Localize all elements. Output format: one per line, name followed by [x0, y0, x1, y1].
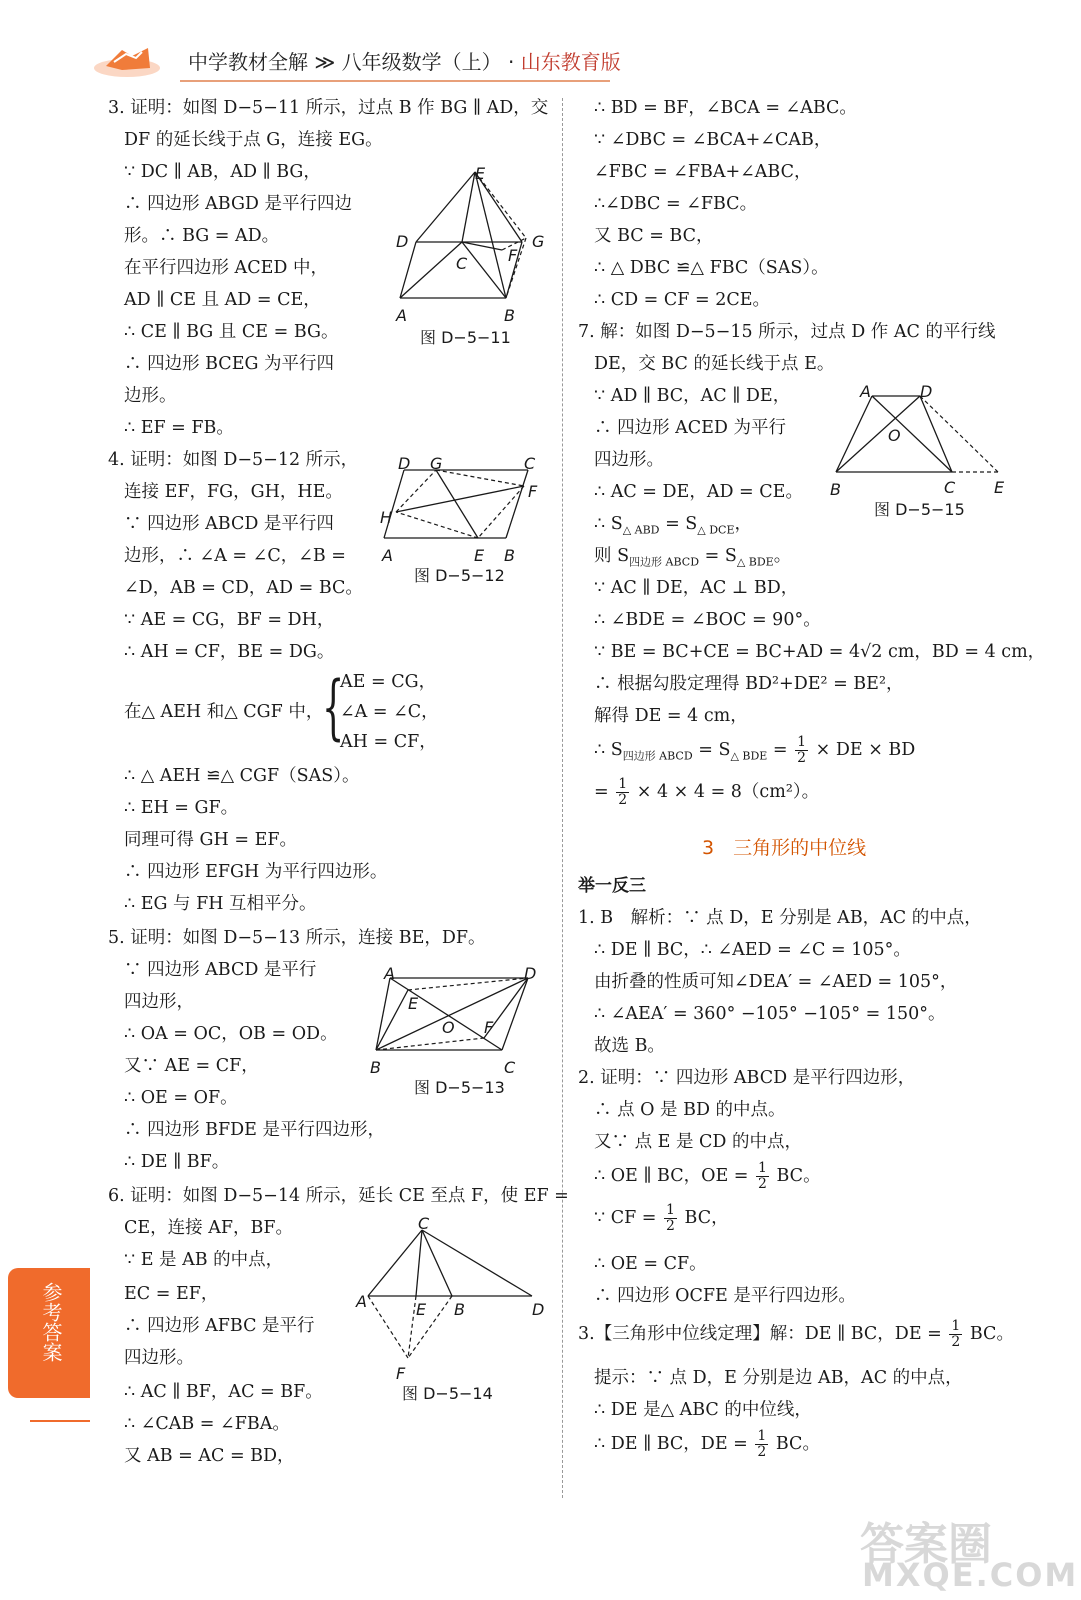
answer-key-tab: [8, 1268, 90, 1398]
text-line: ∴ 四边形 ACED 为平行: [594, 418, 787, 438]
fig-label: C: [418, 1214, 430, 1233]
text-line: ∴ OE = CF。: [594, 1254, 707, 1274]
text-line: 边形。: [124, 386, 177, 406]
oe-equation: ∴ OE ∥ BC，OE = $\frac{1}{2}$ BC。: [594, 1160, 821, 1192]
fig-label: A: [384, 964, 395, 983]
text-line: 在平行四边形 ACED 中，: [124, 258, 328, 278]
figure-caption: 图 D−5−14: [402, 1384, 493, 1403]
text-line: ∴ 四边形 EFGH 为平行四边形。: [124, 862, 388, 882]
text-line: CE，连接 AF，BF。: [124, 1218, 294, 1238]
figure-d-5-14-drawing: [356, 1218, 546, 1368]
figure-d-5-15: [828, 376, 1008, 519]
side-rule: [30, 1420, 90, 1422]
text-line: 5. 证明：如图 D−5−13 所示，连接 BE，DF。: [108, 928, 486, 948]
text-line: 提示：∵ 点 D，E 分别是边 AB，AC 的中点，: [594, 1368, 963, 1388]
fraction: $\frac{1}{2}$: [951, 1318, 961, 1350]
text-line: 在△ AEH 和△ CGF 中，: [124, 702, 324, 722]
left-brace: {: [322, 666, 345, 748]
text-line: ∴ 四边形 OCFE 是平行四边形。: [594, 1286, 856, 1306]
fig-label: A: [382, 546, 393, 565]
answer-key-label: 参考答案: [39, 1282, 63, 1362]
area-result-line: ∴ $S_{四边形 ABCD} = S_{\triangle BDE}$ = $\frac{1}{2}$ × DE × BD: [594, 734, 916, 766]
header-title: 中学教材全解 ≫ 八年级数学（上） · 山东教育版: [188, 50, 621, 74]
figure-d-5-13-drawing: [370, 964, 540, 1064]
de-equation: ∴ DE ∥ BC，DE = $\frac{1}{2}$ BC。: [594, 1428, 820, 1460]
text-line: ∴ 点 O 是 BD 的中点。: [594, 1100, 786, 1120]
text-line: ∴ 四边形 AFBC 是平行: [124, 1316, 315, 1336]
fig-label: O: [442, 1018, 455, 1037]
text-line: ∴ OE = OF。: [124, 1088, 238, 1108]
fig-label: E: [408, 994, 419, 1013]
text-line: 6. 证明：如图 D−5−14 所示，延长 CE 至点 F，使 EF =: [108, 1186, 569, 1206]
theorem-line: 3.【三角形中位线定理】解：DE ∥ BC，DE = $\frac{1}{2}$ BC。: [578, 1318, 1014, 1350]
text-line: 边形，∴ ∠A = ∠C，∠B =: [124, 546, 346, 566]
text-line: ∵ 四边形 ABCD 是平行四: [124, 514, 334, 534]
fig-label: A: [356, 1292, 367, 1311]
text-line: ∵ AC ∥ DE，AC ⊥ BD，: [594, 578, 799, 598]
fig-label: E: [994, 478, 1005, 497]
fraction: $\frac{1}{2}$: [757, 1428, 767, 1460]
text-line: 四边形，: [124, 992, 194, 1012]
text-line: ∴ BD = BF，∠BCA = ∠ABC。: [594, 98, 857, 118]
text-line: 解得 DE = 4 cm，: [594, 706, 748, 726]
text-line: 四边形。: [124, 1348, 194, 1368]
column-divider: [562, 98, 563, 1498]
fig-label: B: [830, 480, 841, 499]
text-line: ∴∠DBC = ∠FBC。: [594, 194, 758, 214]
area-equation-2: 则 $S_{四边形 ABCD} = S_{\triangle BDE}$。: [594, 546, 792, 569]
fig-label: O: [888, 426, 901, 445]
figure-caption: 图 D−5−12: [414, 566, 505, 585]
text-line: ∵ ∠DBC = ∠BCA+∠CAB，: [594, 130, 832, 150]
text-line: ∴ DE 是△ ABC 的中位线，: [594, 1400, 812, 1420]
watermark-logo: 答案圈: [860, 1519, 992, 1570]
text-line: ∴ △ DBC ≌△ FBC（SAS）。: [594, 258, 829, 278]
text-line: ∴ EH = GF。: [124, 798, 239, 818]
text-line: 1. B 解析：∵ 点 D，E 分别是 AB，AC 的中点，: [578, 908, 982, 928]
area-result-line-2: = $\frac{1}{2}$ × 4 × 4 = 8（cm²）。: [594, 776, 820, 808]
section-title: 3 三角形的中位线: [702, 837, 867, 859]
figure-d-5-12: [378, 454, 548, 585]
text-line: AD ∥ CE 且 AD = CE，: [124, 290, 321, 310]
fig-label: E: [416, 1300, 427, 1319]
text-line: EC = EF，: [124, 1284, 219, 1304]
text-line: 同理可得 GH = EF。: [124, 830, 298, 850]
figure-d-5-14: [356, 1214, 546, 1403]
text-line: ∴ AC = DE，AD = CE。: [594, 482, 803, 502]
text-line: ∵ E 是 AB 的中点，: [124, 1250, 284, 1270]
fig-label: A: [396, 306, 407, 325]
cf-equation: ∵ CF = $\frac{1}{2}$ BC，: [594, 1202, 729, 1234]
text-line: ∠D，AB = CD，AD = BC。: [124, 578, 363, 598]
figure-caption: 图 D−5−11: [420, 328, 511, 347]
fig-label: C: [524, 454, 536, 473]
text-line: 又 BC = BC，: [594, 226, 714, 246]
text-line: 形。∴ BG = AD。: [124, 226, 280, 246]
fig-label: B: [454, 1300, 465, 1319]
fig-label: B: [504, 306, 515, 325]
text-line: DE，交 BC 的延长线于点 E。: [594, 354, 835, 374]
text-line: ∴ ∠CAB = ∠FBA。: [124, 1414, 290, 1434]
text-line: 又∵ 点 E 是 CD 的中点，: [594, 1132, 803, 1152]
fig-label: C: [504, 1058, 516, 1077]
be-equation: ∵ BE = BC+CE = BC+AD = 4√2 cm，BD = 4 cm，: [594, 642, 1046, 662]
fig-label: F: [396, 1364, 406, 1383]
text-line: ∴ ∠AEA′ = 360° −105° −105° = 150°。: [594, 1004, 946, 1024]
figure-d-5-15-drawing: [828, 376, 1008, 486]
fig-label: E: [474, 546, 485, 565]
fig-label: A: [860, 382, 871, 401]
text-line: ∴ CD = CF = 2CE。: [594, 290, 771, 310]
fig-label: B: [504, 546, 515, 565]
equation-line: ∠A = ∠C，: [340, 702, 439, 722]
book-logo-icon: [92, 40, 162, 78]
text-line: ∴ DE ∥ BC，∴ ∠AED = ∠C = 105°。: [594, 940, 911, 960]
text-line: ∴ 四边形 ABGD 是平行四边: [124, 194, 353, 214]
text-line: 7. 解：如图 D−5−15 所示，过点 D 作 AC 的平行线: [578, 322, 996, 342]
fraction: $\frac{1}{2}$: [618, 776, 628, 808]
fig-label: G: [430, 454, 443, 473]
fig-label: G: [532, 232, 545, 251]
page-header: [0, 0, 1081, 90]
text-line: ∴ EG 与 FH 互相平分。: [124, 894, 317, 914]
fig-label: F: [484, 1018, 494, 1037]
text-line: 故选 B。: [594, 1036, 665, 1056]
text-line: ∴ 根据勾股定理得 BD²+DE² = BE²，: [594, 674, 904, 694]
figure-d-5-11: [390, 162, 550, 347]
text-line: ∴ DE ∥ BF。: [124, 1152, 230, 1172]
equation-line: AE = CG，: [340, 672, 437, 692]
text-line: ∵ AD ∥ BC，AC ∥ DE，: [594, 386, 791, 406]
text-line: ∴ AH = CF，BE = DG。: [124, 642, 335, 662]
figure-d-5-13: [370, 964, 540, 1097]
text-line: ∵ AE = CG，BF = DH，: [124, 610, 335, 630]
watermark-url: MXQE.COM: [862, 1556, 1079, 1594]
fig-label: H: [380, 508, 393, 527]
text-line: ∴ AC ∥ BF，AC = BF。: [124, 1382, 323, 1402]
text-line: 连接 EF，FG，GH，HE。: [124, 482, 343, 502]
figure-caption: 图 D−5−13: [414, 1078, 505, 1097]
fig-label: D: [396, 232, 409, 251]
fig-label: B: [370, 1058, 381, 1077]
text-line: ∴ ∠BDE = ∠BOC = 90°。: [594, 610, 821, 630]
fig-label: F: [528, 482, 538, 501]
fig-label: D: [532, 1300, 545, 1319]
text-line: 由折叠的性质可知∠DEA′ = ∠AED = 105°，: [594, 972, 958, 992]
fig-label: F: [508, 246, 518, 265]
fig-label: D: [524, 964, 537, 983]
text-line: ∴ 四边形 BFDE 是平行四边形，: [124, 1120, 385, 1140]
text-line: ∴ △ AEH ≌△ CGF（SAS）。: [124, 766, 360, 786]
text-line: 又∵ AE = CF，: [124, 1056, 259, 1076]
fraction: $\frac{1}{2}$: [666, 1202, 675, 1234]
sub-heading: 举一反三: [578, 876, 646, 896]
text-line: 3. 证明：如图 D−5−11 所示，过点 B 作 BG ∥ AD，交: [108, 98, 549, 118]
text-line: ∴ OA = OC，OB = OD。: [124, 1024, 338, 1044]
text-line: ∵ DC ∥ AB，AD ∥ BG，: [124, 162, 321, 182]
figure-caption: 图 D−5−15: [874, 500, 965, 519]
equation-line: AH = CF，: [340, 732, 437, 752]
fig-label: E: [475, 164, 486, 183]
fraction: $\frac{1}{2}$: [797, 734, 807, 766]
text-line: 4. 证明：如图 D−5−12 所示，: [108, 450, 359, 470]
text-line: ∠FBC = ∠FBA+∠ABC，: [594, 162, 812, 182]
fig-label: C: [456, 254, 468, 273]
text-line: ∴ EF = FB。: [124, 418, 234, 438]
fig-label: D: [920, 382, 933, 401]
text-line: ∵ 四边形 ABCD 是平行: [124, 960, 317, 980]
fig-label: C: [944, 478, 956, 497]
text-line: 四边形。: [594, 450, 664, 470]
text-line: 又 AB = AC = BD，: [124, 1446, 295, 1466]
text-line: ∴ CE ∥ BG 且 CE = BG。: [124, 322, 339, 342]
header-underline: [180, 80, 610, 82]
figure-d-5-11-drawing: [390, 162, 550, 322]
fraction: $\frac{1}{2}$: [758, 1160, 767, 1192]
text-line: 2. 证明：∵ 四边形 ABCD 是平行四边形，: [578, 1068, 916, 1088]
area-equation-1: ∴ $S_{\triangle ABD} = S_{\triangle DCE}$，: [594, 514, 753, 537]
text-line: DF 的延长线于点 G，连接 EG。: [124, 130, 383, 150]
fig-label: D: [398, 454, 411, 473]
text-line: ∴ 四边形 BCEG 为平行四: [124, 354, 335, 374]
